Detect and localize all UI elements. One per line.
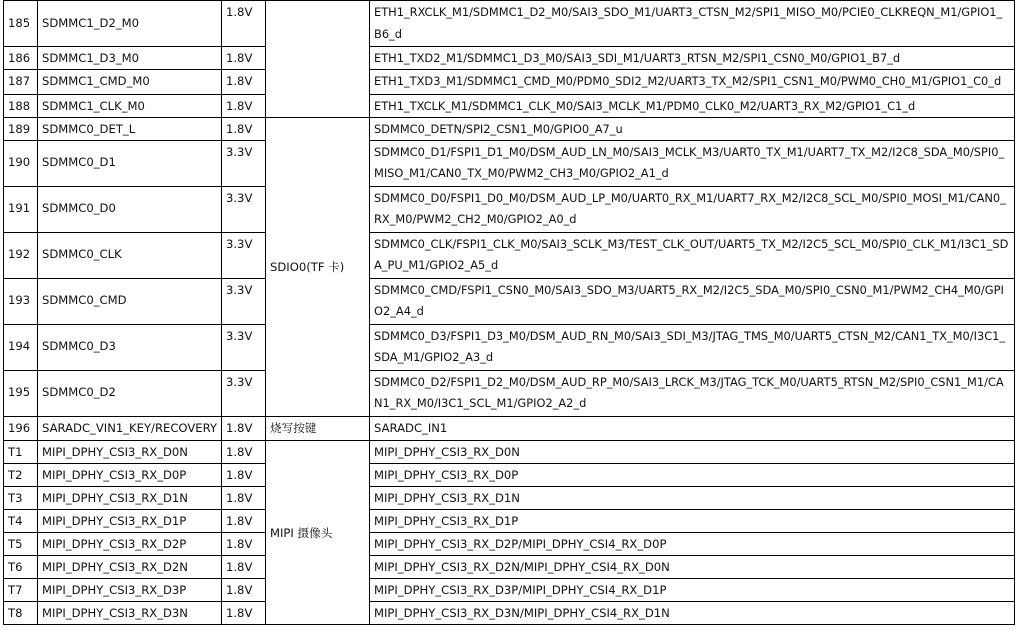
pin-name: SDMMC0_D3	[38, 324, 222, 370]
pin-voltage: 1.8V	[222, 556, 266, 579]
pin-function: ETH1_TXD3_M1/SDMMC1_CMD_M0/PDM0_SDI2_M2/UART3_TX_M2/SPI1_CSN1_M0/PWM0_CH0_M1/GPIO1_C0_d	[370, 70, 1015, 95]
pin-number: 192	[4, 232, 38, 278]
pin-function: MIPI_DPHY_CSI3_RX_D3P/MIPI_DPHY_CSI4_RX_D1P	[370, 579, 1015, 602]
pin-number: 195	[4, 370, 38, 416]
pin-table	[3, 0, 1015, 625]
pin-voltage: 3.3V	[222, 370, 266, 416]
pin-function: SDMMC0_D1/FSPI1_D1_M0/DSM_AUD_LN_M0/SAI3_MCLK_M3/UART0_TX_M1/UART7_TX_M2/I2C8_SDA_M0/SPI0_MISO_M1/CAN0_TX_M0/PWM2_CH3_M0/GPIO2_A1_d	[370, 140, 1015, 186]
pin-voltage: 3.3V	[222, 278, 266, 324]
pin-number: T1	[4, 441, 38, 464]
pin-number: T7	[4, 579, 38, 602]
pin-number: 189	[4, 117, 38, 140]
pin-name: MIPI_DPHY_CSI3_RX_D1P	[38, 510, 222, 533]
pin-number: 193	[4, 278, 38, 324]
pin-voltage: 1.8V	[222, 602, 266, 625]
table-row	[4, 556, 1015, 579]
table-row	[4, 579, 1015, 602]
table-row	[4, 510, 1015, 533]
pin-voltage: 3.3V	[222, 324, 266, 370]
table-row	[4, 602, 1015, 625]
table-row	[4, 70, 1015, 95]
pin-voltage: 3.3V	[222, 186, 266, 232]
table-row	[4, 278, 1015, 324]
pin-voltage: 1.8V	[222, 579, 266, 602]
pin-name: MIPI_DPHY_CSI3_RX_D2P	[38, 533, 222, 556]
pin-function: MIPI_DPHY_CSI3_RX_D1P	[370, 510, 1015, 533]
pin-name: SDMMC1_CLK_M0	[38, 94, 222, 117]
pin-number: T8	[4, 602, 38, 625]
table-row	[4, 47, 1015, 70]
group-label-sdio0: SDIO0(TF 卡)	[266, 117, 370, 416]
pin-name: SDMMC0_D1	[38, 140, 222, 186]
pin-name: SDMMC0_CMD	[38, 278, 222, 324]
pin-function: ETH1_TXCLK_M1/SDMMC1_CLK_M0/SAI3_MCLK_M1/PDM0_CLK0_M2/UART3_RX_M2/GPIO1_C1_d	[370, 94, 1015, 117]
pin-voltage: 1.8V	[222, 441, 266, 464]
pin-function: MIPI_DPHY_CSI3_RX_D0P	[370, 464, 1015, 487]
table-row	[4, 186, 1015, 232]
pin-function: MIPI_DPHY_CSI3_RX_D2N/MIPI_DPHY_CSI4_RX_D0N	[370, 556, 1015, 579]
pin-name: SDMMC1_D2_M0	[38, 1, 222, 47]
table-row	[4, 94, 1015, 117]
pin-function: SDMMC0_DETN/SPI2_CSN1_M0/GPIO0_A7_u	[370, 117, 1015, 140]
table-row	[4, 416, 1015, 441]
pin-function: MIPI_DPHY_CSI3_RX_D0N	[370, 441, 1015, 464]
pin-name: SDMMC0_DET_L	[38, 117, 222, 140]
pin-number: 188	[4, 94, 38, 117]
group-cell-empty	[266, 1, 370, 118]
pin-function: ETH1_RXCLK_M1/SDMMC1_D2_M0/SAI3_SDO_M1/UART3_CTSN_M2/SPI1_MISO_M0/PCIE0_CLKREQN_M1/GPIO1_B6_d	[370, 1, 1015, 47]
pin-number: 190	[4, 140, 38, 186]
pin-name: SDMMC0_CLK	[38, 232, 222, 278]
pin-name: SARADC_VIN1_KEY/RECOVERY	[38, 416, 222, 441]
table-row	[4, 370, 1015, 416]
pin-voltage: 1.8V	[222, 47, 266, 70]
pin-voltage: 1.8V	[222, 94, 266, 117]
pin-function: SARADC_IN1	[370, 416, 1015, 441]
pin-function: MIPI_DPHY_CSI3_RX_D1N	[370, 487, 1015, 510]
pin-number: 186	[4, 47, 38, 70]
pin-number: T5	[4, 533, 38, 556]
group-label-mipi: MIPI 摄像头	[266, 441, 370, 625]
pin-name: MIPI_DPHY_CSI3_RX_D0N	[38, 441, 222, 464]
pin-voltage: 1.8V	[222, 117, 266, 140]
pin-number: T2	[4, 464, 38, 487]
pin-voltage: 3.3V	[222, 232, 266, 278]
pin-name: SDMMC0_D0	[38, 186, 222, 232]
pin-function: MIPI_DPHY_CSI3_RX_D3N/MIPI_DPHY_CSI4_RX_D1N	[370, 602, 1015, 625]
table-row	[4, 487, 1015, 510]
group-label-key: 烧写按键	[266, 416, 370, 441]
table-row	[4, 324, 1015, 370]
pin-function: SDMMC0_CLK/FSPI1_CLK_M0/SAI3_SCLK_M3/TEST_CLK_OUT/UART5_TX_M2/I2C5_SCL_M0/SPI0_CLK_M1/I3C1_SDA_PU_M1/GPIO2_A5_d	[370, 232, 1015, 278]
pin-name: SDMMC1_CMD_M0	[38, 70, 222, 95]
pin-name: MIPI_DPHY_CSI3_RX_D3P	[38, 579, 222, 602]
pin-voltage: 1.8V	[222, 510, 266, 533]
pin-function: MIPI_DPHY_CSI3_RX_D2P/MIPI_DPHY_CSI4_RX_D0P	[370, 533, 1015, 556]
pin-number: 196	[4, 416, 38, 441]
table-row	[4, 441, 1015, 464]
table-row	[4, 117, 1015, 140]
pin-function: SDMMC0_D3/FSPI1_D3_M0/DSM_AUD_RN_M0/SAI3_SDI_M3/JTAG_TMS_M0/UART5_CTSN_M2/CAN1_TX_M0/I3C1_SDA_M1/GPIO2_A3_d	[370, 324, 1015, 370]
pin-function: SDMMC0_D0/FSPI1_D0_M0/DSM_AUD_LP_M0/UART0_RX_M1/UART7_RX_M2/I2C8_SCL_M0/SPI0_MOSI_M1/CAN0_RX_M0/PWM2_CH2_M0/GPIO2_A0_d	[370, 186, 1015, 232]
pin-number: 191	[4, 186, 38, 232]
pin-voltage: 1.8V	[222, 487, 266, 510]
pin-voltage: 1.8V	[222, 1, 266, 47]
pin-name: MIPI_DPHY_CSI3_RX_D1N	[38, 487, 222, 510]
pin-voltage: 1.8V	[222, 70, 266, 95]
pin-name: SDMMC1_D3_M0	[38, 47, 222, 70]
pin-function: SDMMC0_CMD/FSPI1_CSN0_M0/SAI3_SDO_M3/UART5_RX_M2/I2C5_SDA_M0/SPI0_CSN0_M1/PWM2_CH4_M0/GPIO2_A4_d	[370, 278, 1015, 324]
pin-number: 187	[4, 70, 38, 95]
pin-name: MIPI_DPHY_CSI3_RX_D3N	[38, 602, 222, 625]
pin-name: MIPI_DPHY_CSI3_RX_D2N	[38, 556, 222, 579]
pin-number: T4	[4, 510, 38, 533]
table-row	[4, 1, 1015, 47]
table-row	[4, 140, 1015, 186]
pin-number: 194	[4, 324, 38, 370]
table-row	[4, 232, 1015, 278]
pin-voltage: 1.8V	[222, 416, 266, 441]
table-row	[4, 464, 1015, 487]
pin-voltage: 1.8V	[222, 464, 266, 487]
pin-voltage: 1.8V	[222, 533, 266, 556]
pin-number: 185	[4, 1, 38, 47]
pin-number: T6	[4, 556, 38, 579]
pin-number: T3	[4, 487, 38, 510]
pin-name: MIPI_DPHY_CSI3_RX_D0P	[38, 464, 222, 487]
pin-voltage: 3.3V	[222, 140, 266, 186]
pin-name: SDMMC0_D2	[38, 370, 222, 416]
table-row	[4, 533, 1015, 556]
pin-function: SDMMC0_D2/FSPI1_D2_M0/DSM_AUD_RP_M0/SAI3_LRCK_M3/JTAG_TCK_M0/UART5_RTSN_M2/SPI0_CSN1_M1/CAN1_RX_M0/I3C1_SCL_M1/GPIO2_A2_d	[370, 370, 1015, 416]
pin-function: ETH1_TXD2_M1/SDMMC1_D3_M0/SAI3_SDI_M1/UART3_RTSN_M2/SPI1_CSN0_M0/GPIO1_B7_d	[370, 47, 1015, 70]
